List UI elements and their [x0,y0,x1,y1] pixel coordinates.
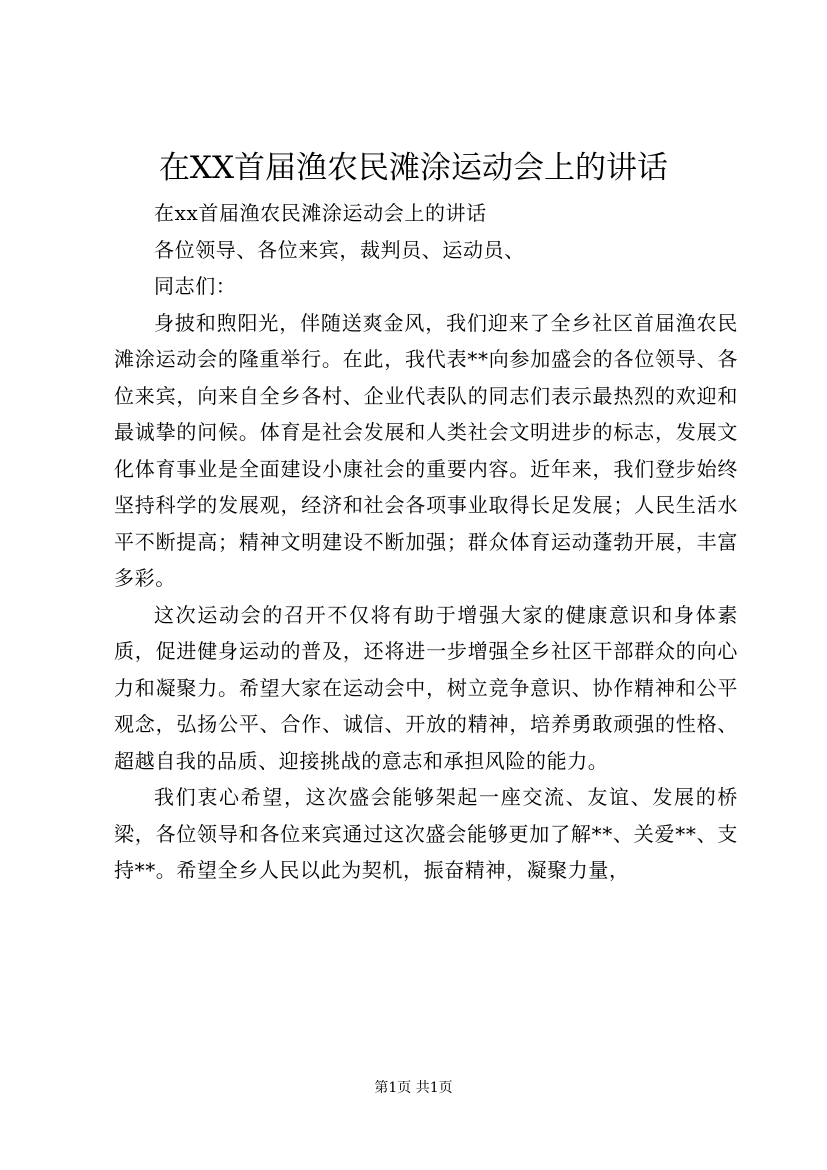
document-title: 在XX首届渔农民滩涂运动会上的讲话 [158,150,669,186]
document-body [114,195,738,889]
subtitle-paragraph: 在xx首届渔农民滩涂运动会上的讲话 [154,201,487,225]
salutation-line: 同志们： [154,274,237,298]
page-number-footer: 第1页 共1页 [374,1080,453,1096]
body-paragraph: 我们衷心希望，这次盛会能够架起一座交流、友谊、发展的桥梁，各位领导和各位来宾通过这次盛会能够更加了解**、关爱**、支持**。希望全乡人民以此为契机，振奋精神，凝聚力量， [114,785,738,882]
body-paragraph: 身披和煦阳光，伴随送爽金风，我们迎来了全乡社区首届渔农民滩涂运动会的隆重举行。在此，我代表**向参加盛会的各位领导、各位来宾，向来自全乡各村、企业代表队的同志们表示最热烈的欢迎和最诚挚的问候。体育是社会发展和人类社会文明进步的标志，发展文化体育事业是全面建设小康社会的重要内容。近年来，我们登步始终坚持科学的发展观，经济和社会各项事业取得长足发展；人民生活水平不断提高；精神文明建设不断加强；群众体育运动蓬勃开展，丰富多彩。 [114,310,738,590]
body-paragraph: 这次运动会的召开不仅将有助于增强大家的健康意识和身体素质，促进健身运动的普及，还将进一步增强全乡社区干部群众的向心力和凝聚力。希望大家在运动会中，树立竞争意识、协作精神和公平观念，弘扬公平、合作、诚信、开放的精神，培养勇敢顽强的性格、超越自我的品质、迎接挑战的意志和承担风险的能力。 [114,602,738,773]
salutation-line: 各位领导、各位来宾，裁判员、运动员、 [154,237,525,262]
